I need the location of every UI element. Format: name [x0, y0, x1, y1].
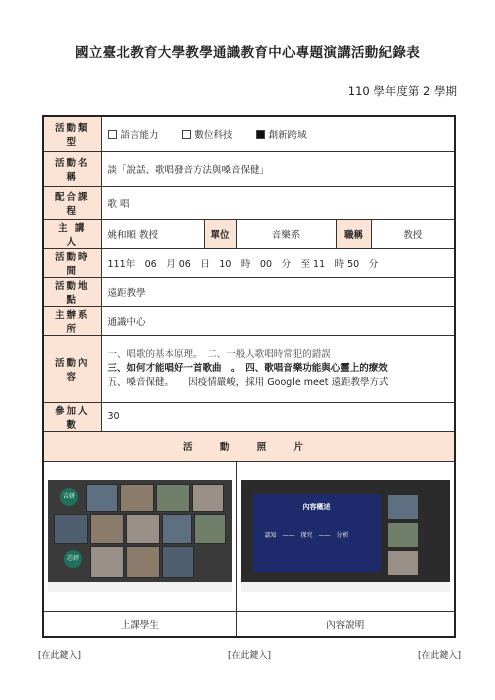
row-host — [43, 306, 455, 335]
option-digital[interactable]: 數位科技 — [182, 130, 233, 141]
activity-name-value: 談「說話、歌唱發音方法與嗓音保健」 — [101, 151, 455, 186]
video-tile — [90, 514, 124, 544]
video-tile — [192, 484, 224, 512]
row-photos — [43, 461, 455, 611]
activity-type-options — [101, 116, 455, 151]
right-caption: 內容說明 — [236, 611, 455, 637]
video-tile — [387, 494, 419, 520]
row-time — [43, 248, 455, 277]
checkbox-checked-icon[interactable] — [256, 130, 265, 139]
row-content — [43, 335, 455, 402]
row-photo-header — [43, 431, 455, 461]
meeting-toolbar — [241, 582, 451, 592]
row-attendance — [43, 402, 455, 431]
record-table — [42, 115, 456, 638]
content-label: 活動內容 — [43, 335, 101, 402]
speaker-label: 主 講 人 — [43, 219, 101, 248]
rank-value: 教授 — [371, 219, 455, 248]
photo-right-cell — [236, 461, 455, 611]
content-line: 一、唱歌的基本原理。 二、一般人歌唱時常犯的錯誤 — [107, 348, 331, 360]
document-title: 國立臺北教育大學教學通識教育中心專題演講活動紀錄表 — [75, 45, 420, 61]
video-tile — [162, 514, 192, 544]
content-value — [101, 335, 455, 402]
semester-label: 110 學年度第 2 學期 — [347, 84, 457, 98]
activity-type-label: 活動類型 — [43, 116, 101, 151]
checkbox-icon[interactable] — [182, 130, 191, 139]
class-screenshot — [48, 480, 232, 592]
rank-label: 職稱 — [336, 219, 371, 248]
option-language[interactable]: 語言能力 — [108, 130, 159, 141]
activity-name-label: 活動名稱 — [43, 151, 101, 186]
avatar: 吉妍 — [60, 488, 78, 506]
row-activity-name — [43, 151, 455, 186]
slide-title: 內容概述 — [302, 503, 331, 511]
row-place — [43, 277, 455, 306]
unit-label: 單位 — [204, 219, 236, 248]
row-captions — [43, 611, 455, 637]
row-activity-type — [43, 116, 455, 151]
time-label: 活動時間 — [43, 248, 101, 277]
place-label: 活動地點 — [43, 277, 101, 306]
video-tile — [387, 550, 419, 576]
photo-left-cell — [43, 461, 236, 611]
course-value: 歌 唱 — [101, 186, 455, 219]
attendance-value: 30 — [101, 402, 455, 431]
content-line: 五、嗓音保健。 因疫情嚴峻，採用 Google meet 遠距教學方式 — [107, 376, 389, 388]
video-tile — [126, 514, 160, 544]
slide-text: 認知 —— 探究 —— 分析 — [264, 532, 349, 539]
left-caption: 上課學生 — [43, 611, 236, 637]
place-value: 遠距教學 — [101, 277, 455, 306]
photos-header: 活 動 照 片 — [43, 431, 455, 461]
meeting-toolbar — [48, 582, 232, 592]
row-course — [43, 186, 455, 219]
footer-center: [在此鍵入] — [228, 651, 272, 661]
video-tile — [126, 546, 160, 578]
host-label: 主辦系所 — [43, 306, 101, 335]
host-value: 通識中心 — [101, 306, 455, 335]
footer-right: [在此鍵入] — [418, 651, 462, 661]
video-tile — [162, 546, 194, 578]
video-tile — [387, 522, 419, 548]
video-tile — [90, 546, 124, 578]
footer-left: [在此鍵入] — [38, 651, 82, 661]
unit-value: 音樂系 — [236, 219, 336, 248]
video-tile — [194, 514, 226, 544]
presentation-slide — [253, 494, 381, 572]
video-tile — [86, 484, 118, 512]
option-cross-domain[interactable]: 創新跨域 — [256, 130, 307, 141]
slide-screenshot — [241, 480, 451, 592]
content-line: 三、如何才能唱好一首歌曲 。 四、歌唱音樂功能與心靈上的療效 — [107, 362, 388, 374]
speaker-value: 姚和順 教授 — [101, 219, 204, 248]
video-tile — [156, 484, 190, 512]
checkbox-icon[interactable] — [108, 130, 117, 139]
video-tile — [120, 484, 154, 512]
attendance-label: 參加人數 — [43, 402, 101, 431]
course-label: 配合課程 — [43, 186, 101, 219]
avatar: 芯妤 — [64, 550, 82, 568]
video-tile — [54, 514, 88, 544]
row-speaker — [43, 219, 455, 248]
time-value: 111年 06 月 06 日 10 時 00 分 至 11 時 50 分 — [101, 248, 455, 277]
